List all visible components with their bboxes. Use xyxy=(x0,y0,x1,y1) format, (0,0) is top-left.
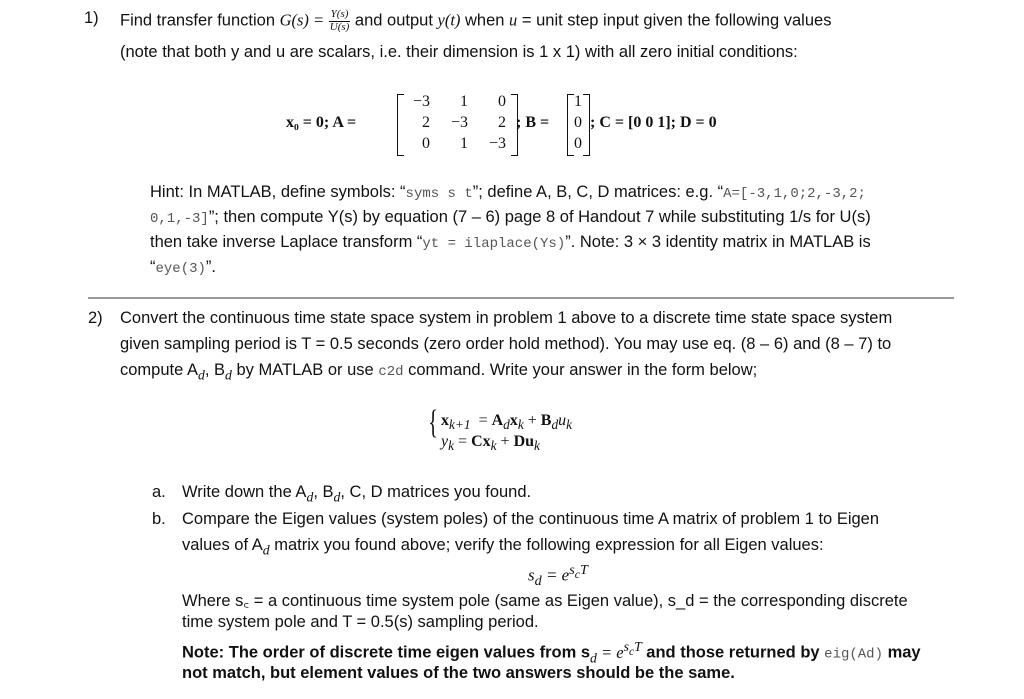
part-a-label: a. xyxy=(152,483,166,501)
matrix-B-cell: 0 xyxy=(574,114,582,131)
matrix-A-cell: 1 xyxy=(460,93,468,110)
part-a-text: Write down the $A_d$, $B_d$, C, D matrices you found. xyxy=(182,483,532,505)
problem-1-line-1: Find transfer function G(s) = $\frac{Y(s)}{U(s)}$ and output y(t) when u = unit step input given the following values xyxy=(120,8,832,33)
where-line-1: Where s꜀ = a continuous time system pole (same as Eigen value), s_d = the corresponding discrete xyxy=(182,592,908,610)
matrix-A-cell: 2 xyxy=(422,114,430,131)
where-line-2: time system pole and T = 0.5(s) sampling period. xyxy=(182,613,539,631)
matrix-A-cell: −3 xyxy=(450,114,468,131)
section-divider xyxy=(88,297,954,299)
hint-line-2: 0,1,-3]”; then compute Y(s) by equation (7 – 6) page 8 of Handout 7 while substituting 1/s for U(s) xyxy=(150,208,871,227)
problem-2-line-3: compute $A_d$, $B_d$ by MATLAB or use c2d command. Write your answer in the form below; xyxy=(120,361,758,383)
matrix-A-cell: 1 xyxy=(460,135,468,152)
problem-2-line-2: given sampling period is T = 0.5 seconds (zero order hold method). You may use eq. (8 – 6) and (8 – 7) to xyxy=(120,335,892,353)
hint-line-4: “eye(3)”. xyxy=(150,258,217,277)
hint-line-3: then take inverse Laplace transform “yt = ilaplace(Ys)”. Note: 3 × 3 identity matrix in MATLAB is xyxy=(150,233,871,252)
x0-A-label: x₀ = 0; A = xyxy=(286,114,357,131)
hint-line-1: Hint: In MATLAB, define symbols: “syms s t”; define A, B, C, D matrices: e.g. “A=[-3,1,0;2,-3,2; xyxy=(150,183,866,202)
problem-2-number: 2) xyxy=(88,309,103,327)
problem-2-line-1: Convert the continuous time state space system in problem 1 above to a discrete time state space system xyxy=(120,309,893,327)
matrix-A-cell: 2 xyxy=(498,114,506,131)
matrix-A-cell: −3 xyxy=(488,135,506,152)
output-equation: $y_k = Cx_k + Du_k$ xyxy=(441,433,540,454)
matrix-B-cell: 1 xyxy=(574,93,582,110)
matrix-A-cell: −3 xyxy=(412,93,430,110)
matrix-A-cell: 0 xyxy=(422,135,430,152)
matrix-A-cell: 0 xyxy=(498,93,506,110)
transfer-fraction: $\frac{Y(s)}{U(s)}$ xyxy=(329,8,350,33)
pole-mapping-equation: $s_d = e^{s_cT}$ xyxy=(528,562,588,590)
part-b-label: b. xyxy=(152,510,166,528)
note-line-2: not match, but element values of the two answers should be the same. xyxy=(182,664,735,682)
part-b-line-1: Compare the Eigen values (system poles) of the continuous time A matrix of problem 1 to Eigen xyxy=(182,510,880,528)
C-D-label: ; C = [0 0 1]; D = 0 xyxy=(590,114,717,131)
state-equation: $x_{k+1} = A_dx_k + B_du_k$ xyxy=(441,412,573,433)
matrix-B-cell: 0 xyxy=(574,135,582,152)
problem-1-number: 1) xyxy=(84,9,99,27)
note-line-1: Note: The order of discrete time eigen values from $s_d = e^{s_cT}$ and those returned by eig(Ad) may xyxy=(182,639,921,665)
system-brace: { xyxy=(428,404,439,441)
part-b-line-2: values of $A_d$ matrix you found above; verify the following expression for all Eigen values: xyxy=(182,536,824,558)
B-label: ; B = xyxy=(516,114,550,131)
problem-1-line-2: (note that both y and u are scalars, i.e. their dimension is 1 x 1) with all zero initial conditions: xyxy=(120,43,798,61)
